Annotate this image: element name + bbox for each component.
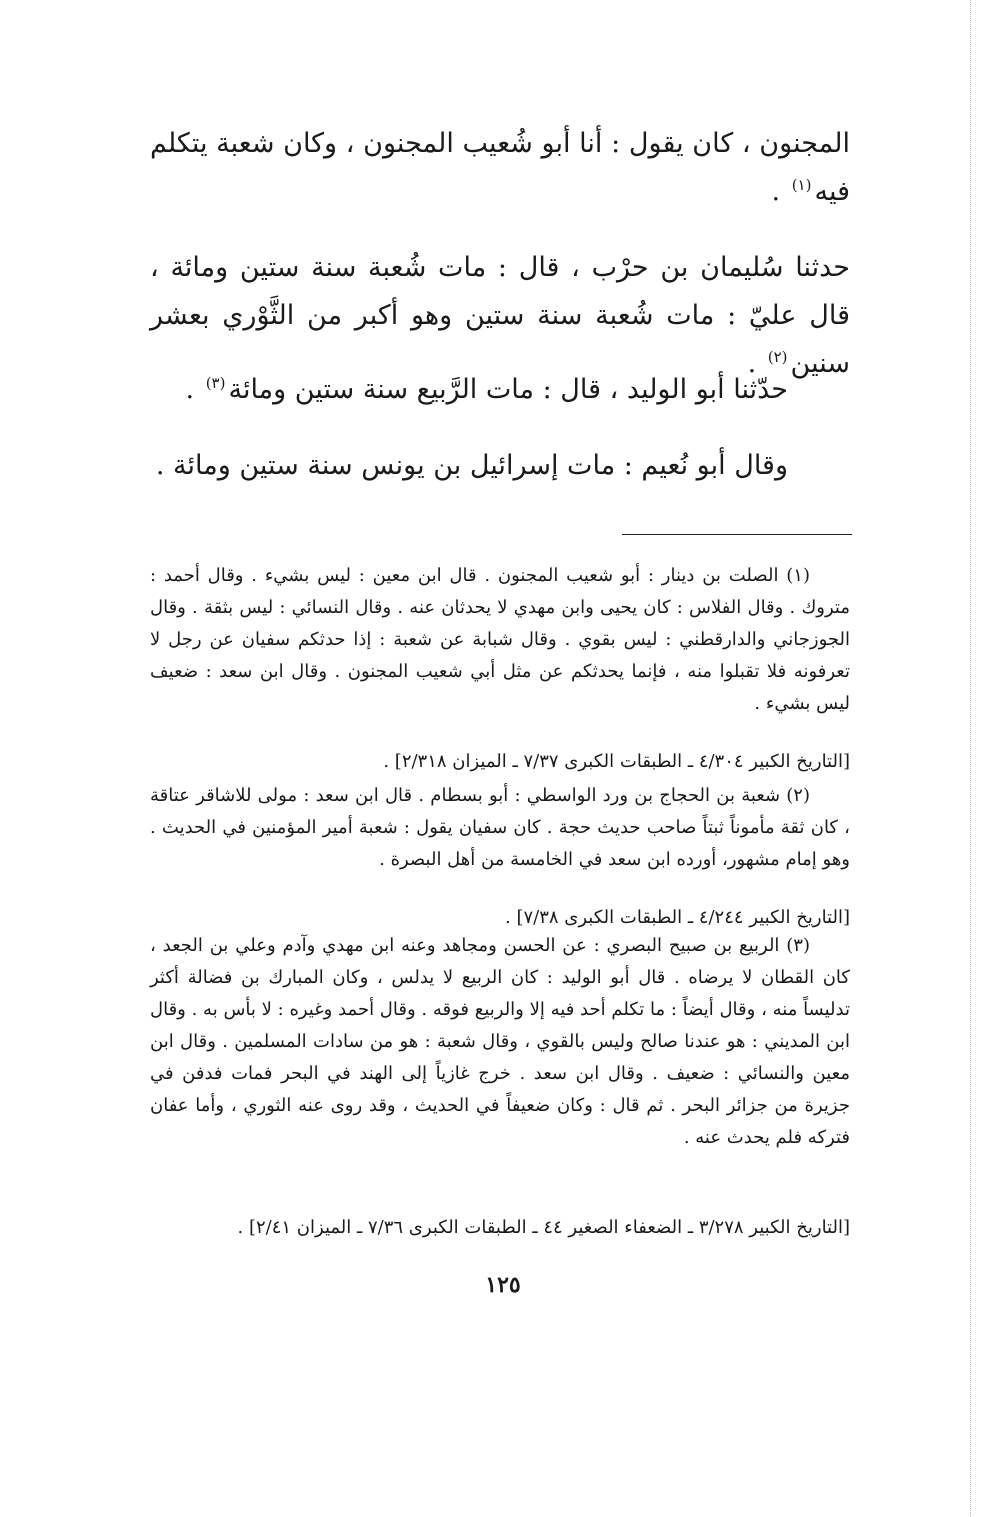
paragraph-3 — [150, 366, 850, 414]
paragraph-1 — [150, 120, 850, 216]
paragraph-3-end: . — [185, 374, 203, 405]
paragraph-2-end: . — [747, 348, 765, 379]
paragraph-1-text: المجنون ، كان يقول : أنا أبو شُعيب المجنون ، وكان شعبة يتكلم فيه — [150, 128, 850, 207]
footnote-1: (١) الصلت بن دينار : أبو شعيب المجنون . قال ابن معين : ليس بشيء . وقال أحمد : متروك . وقال الفلاس : كان يحيى وابن مهدي لا يحدثان عنه . وقال النسائي : ليس بثقة . وقال الجوزجاني والدارقطني : ليس بقوي . وقال شبابة عن شعبة : إذا حدثكم سفيان عن رجل لا تعرفونه فلا تقبلوا منه ، فإنما يحدثكم عن مثل أبي شعيب المجنون . وقال ابن سعد : ضعيف ليس بشيء . — [150, 565, 851, 714]
footnote-separator — [622, 534, 852, 535]
footnote-2-sources: [التاريخ الكبير ٤/٢٤٤ ـ الطبقات الكبرى ٧/٣٨] . — [505, 907, 850, 928]
paragraph-1-end: . — [771, 176, 789, 207]
footnote-2: (٢) شعبة بن الحجاج بن ورد الواسطي : أبو بسطام . قال ابن سعد : مولى للاشاقر عتاقة ، كان ثقة مأموناً ثبتاً صاحب حديث حجة . كان سفيان يقول : شعبة أمير المؤمنين في الحديث . وهو إمام مشهور، أورده ابن سعد في الخامسة من أهل البصرة . — [150, 785, 850, 870]
paragraph-3-text: حدّثنا أبو الوليد ، قال : مات الرَّبيع سنة ستين ومائة — [228, 374, 788, 405]
page-number: ١٢٥ — [485, 1272, 521, 1298]
paragraph-4: وقال أبو نُعيم : مات إسرائيل بن يونس سنة ستين ومائة . — [155, 450, 788, 481]
footnote-3: (٣) الربيع بن صبيح البصري : عن الحسن ومجاهد وعنه ابن مهدي وآدم وعلي بن الجعد ، كان القطان لا يرضاه . قال أبو الوليد : كان الربيع لا يدلس ، وكان المبارك بن فضالة أكثر تدليساً منه ، وقال أيضاً : ما تكلم أحد فيه إلا والربيع فوقه . وقال أحمد وغيره : لا بأس به . وقال ابن المديني : هو عندنا صالح وليس بالقوي ، وقال شعبة : هو من سادات المسلمين . وقال ابن معين والنسائي : ضعيف . وقال ابن سعد . خرج غازياً إلى الهند في البحر فمات فدفن في جزيرة من جزائر البحر . ثم قال : وكان ضعيفاً في الحديث ، وقد روى عنه الثوري ، وأما عفان فتركه فلم يحدث عنه . — [150, 935, 851, 1148]
scan-binding-edge — [970, 0, 971, 1517]
footnote-ref-3: (٣) — [205, 374, 226, 392]
footnote-ref-1: (١) — [791, 176, 812, 194]
footnote-ref-2: (٢) — [767, 348, 788, 366]
footnote-3-sources: [التاريخ الكبير ٣/٢٧٨ ـ الضعفاء الصغير ٤٤ ـ الطبقات الكبرى ٧/٣٦ ـ الميزان ٢/٤١] . — [237, 1217, 850, 1238]
footnote-1-sources: [التاريخ الكبير ٤/٣٠٤ ـ الطبقات الكبرى ٧/٣٧ ـ الميزان ٢/٣١٨] . — [383, 751, 850, 772]
paragraph-2-text: حدثنا سُليمان بن حرْب ، قال : مات شُعبة سنة ستين ومائة ، قال عليّ : مات شُعبة سنة ستين وهو أكبر من الثَّوْري بعشر سنين — [150, 252, 850, 379]
